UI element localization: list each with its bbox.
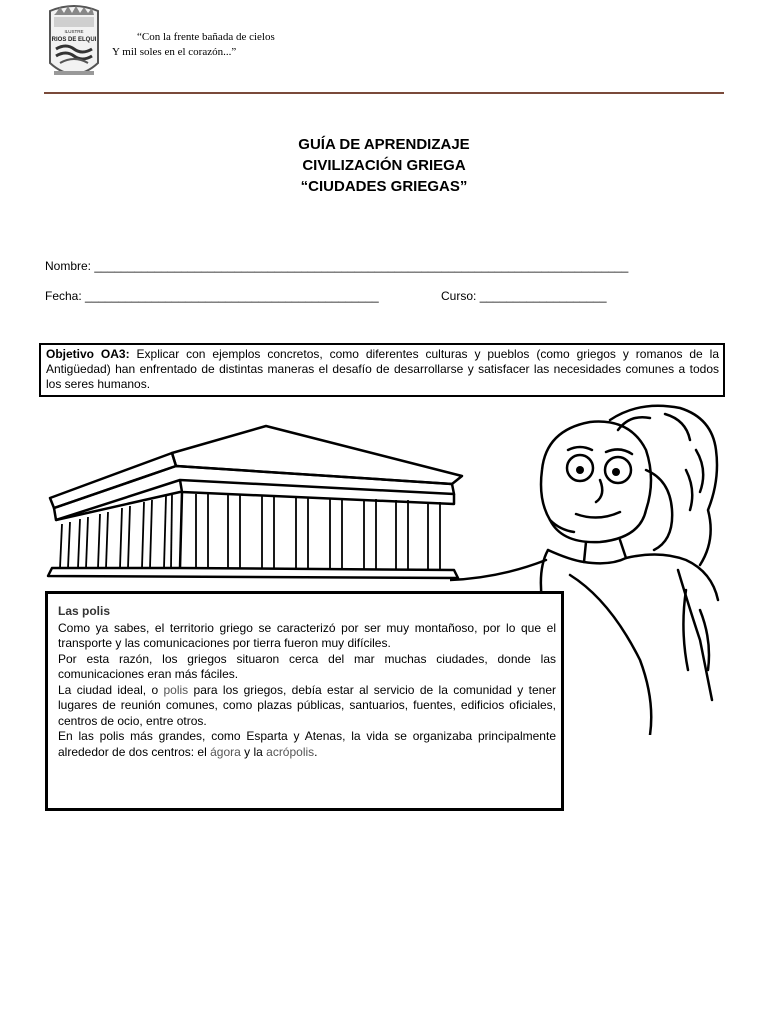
nombre-label: Nombre:	[45, 259, 92, 273]
motto-line-1: “Con la frente bañada de cielos	[137, 31, 275, 43]
motto-line-2: Y mil soles en el corazón...”	[112, 46, 237, 58]
fecha-field[interactable]	[45, 288, 379, 304]
fecha-label: Fecha:	[45, 289, 82, 303]
polis-paragraph-2: Por esta razón, los griegos situaron cerca del mar muchas ciudades, donde las comunicaciones eran más fáciles.	[58, 651, 556, 681]
polis-paragraph-1: Como ya sabes, el territorio griego se caracterizó por ser muy montañoso, por lo que el transporte y las comunicaciones por tierra fueron muy difíciles.	[58, 620, 556, 650]
polis-term: polis	[163, 682, 189, 697]
polis-paragraph-4: En las polis más grandes, como Esparta y Atenas, la vida se organizaba principalmente alrededor de dos centros: el ágora y la acrópolis.	[58, 729, 556, 759]
polis-paragraph-3: La ciudad ideal, o polis para los griegos, debía estar al servicio de la comunidad y tener lugares de reunión comunes, como plazas públicas, santuarios, fuentes, edificios oficiales, centros de ocio, entre otros.	[58, 682, 556, 728]
fecha-input-line[interactable]: ____________________________________________	[85, 289, 379, 303]
polis-heading: Las polis	[58, 604, 111, 618]
svg-text:RIOS DE ELQUI: RIOS DE ELQUI	[51, 37, 97, 43]
parthenon-illustration	[44, 418, 474, 580]
municipal-logo	[46, 3, 102, 85]
curso-field[interactable]	[441, 288, 607, 304]
acropolis-term: acrópolis	[266, 744, 315, 759]
agora-term: ágora	[210, 744, 241, 759]
svg-text:ILUSTRE: ILUSTRE	[64, 29, 84, 34]
title-line-2: CIVILIZACIÓN GRIEGA	[302, 157, 466, 174]
header-divider	[44, 92, 724, 94]
nombre-input-line[interactable]: ________________________________________________________________________________	[94, 259, 629, 273]
objective-text: Explicar con ejemplos concretos, como diferentes culturas y pueblos (como griegos y romanos de la Antigüedad) han enfrentado de distintas maneras el desafío de desarrollarse y satisfacer las necesidades comunes a todos los seres humanos.	[46, 347, 719, 391]
nombre-field[interactable]	[45, 258, 628, 274]
title-line-3: “CIUDADES GRIEGAS”	[300, 178, 468, 195]
objective-box	[39, 343, 725, 397]
curso-input-line[interactable]: ___________________	[479, 289, 607, 303]
objective-label: Objetivo OA3:	[46, 347, 130, 361]
title-line-1: GUÍA DE APRENDIZAJE	[298, 136, 470, 153]
polis-text-box	[45, 591, 564, 811]
page-title	[0, 134, 768, 197]
motto	[112, 30, 275, 60]
curso-label: Curso:	[441, 289, 477, 303]
